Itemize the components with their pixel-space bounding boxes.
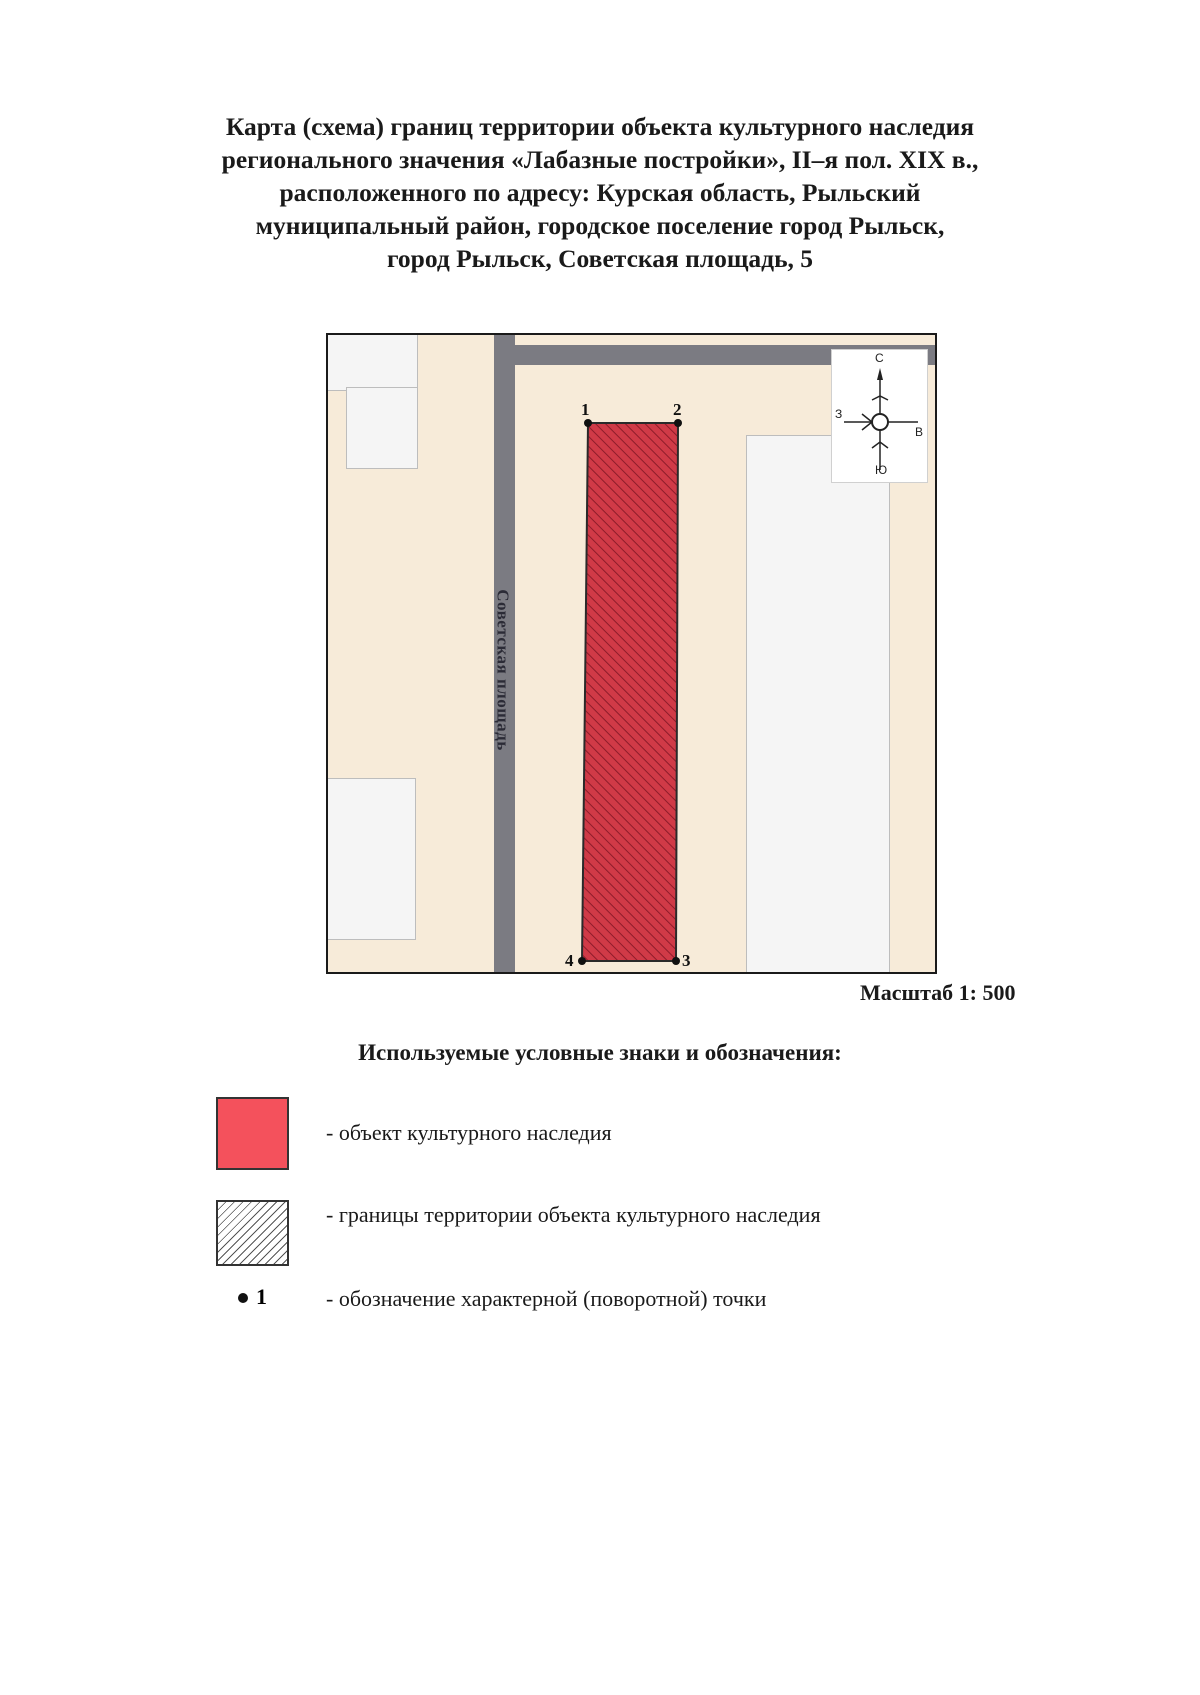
document-title [150, 110, 1050, 275]
point-4-marker [578, 957, 586, 965]
title-line: регионального значения «Лабазные постройки», II–я пол. XIX в., [221, 145, 979, 174]
legend-object-text: - объект культурного наследия [326, 1120, 612, 1145]
point-2-marker [674, 419, 682, 427]
point-label-4: 4 [565, 951, 574, 970]
title-line: город Рыльск, Советская площадь, 5 [386, 244, 814, 273]
north-arrow [831, 349, 928, 483]
map-scheme [326, 333, 937, 974]
legend-point-dot-icon [238, 1293, 248, 1303]
point-label-2: 2 [673, 400, 682, 419]
compass-west: З [835, 407, 843, 421]
legend-object-swatch [216, 1097, 289, 1170]
legend-point-label: 1 [256, 1284, 267, 1309]
compass-south: Ю [875, 463, 888, 477]
legend-boundary-text: - границы территории объекта культурного наследия [326, 1202, 821, 1227]
legend-title: Используемые условные знаки и обозначения: [358, 1040, 842, 1065]
legend-boundary-swatch [216, 1200, 289, 1266]
point-label-1: 1 [581, 400, 590, 419]
point-3-marker [672, 957, 680, 965]
title-line: муниципальный район, городское поселение город Рыльск, [255, 211, 945, 240]
point-label-3: 3 [682, 951, 691, 970]
map-scale: Масштаб 1: 500 [860, 980, 1016, 1005]
title-line: расположенного по адресу: Курская область, Рыльский [279, 178, 921, 207]
plot-boundary [582, 423, 678, 961]
street-name: Советская площадь [494, 589, 514, 751]
compass-north: С [875, 351, 884, 365]
compass-east: В [915, 425, 924, 439]
title-line: Карта (схема) границ территории объекта культурного наследия [225, 112, 975, 141]
point-1-marker [584, 419, 592, 427]
legend-point-text: - обозначение характерной (поворотной) точки [326, 1286, 767, 1311]
